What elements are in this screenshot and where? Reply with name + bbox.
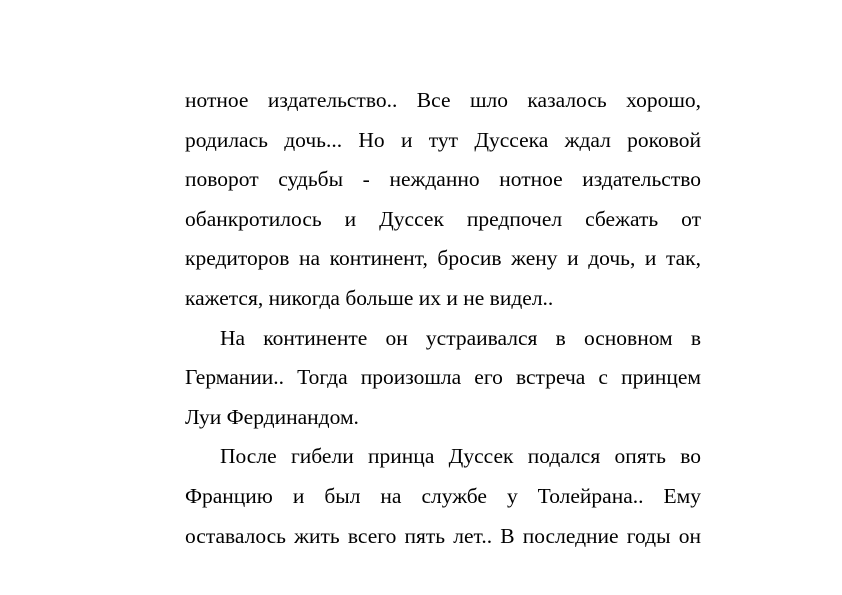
text-line: поворот судьбы - нежданно нотное издательство [185,167,701,192]
text-line: Луи Фердинандом. [185,404,359,429]
text-line: Францию и был на службе у Толейрана.. Ему [185,483,701,508]
text-line: родилась дочь... Но и тут Дуссека ждал роковой [185,127,701,152]
document-text [185,84,701,559]
text-line: Германии.. Тогда произошла его встреча с принцем [185,365,701,390]
text-line: кредиторов на континент, бросив жену и дочь, и так, [185,246,701,271]
paragraph-first-line: На континенте он устраивался в основном в [220,325,701,350]
text-line: оставалось жить всего пять лет.. В последние годы он [185,523,701,548]
paragraph-first-line: После гибели принца Дуссек подался опять во [220,444,701,469]
text-line: обанкротилось и Дуссек предпочел сбежать от [185,206,701,231]
text-line: кажется, никогда больше их и не видел.. [185,285,554,310]
text-line: нотное издательство.. Все шло казалось хорошо, [185,88,701,112]
